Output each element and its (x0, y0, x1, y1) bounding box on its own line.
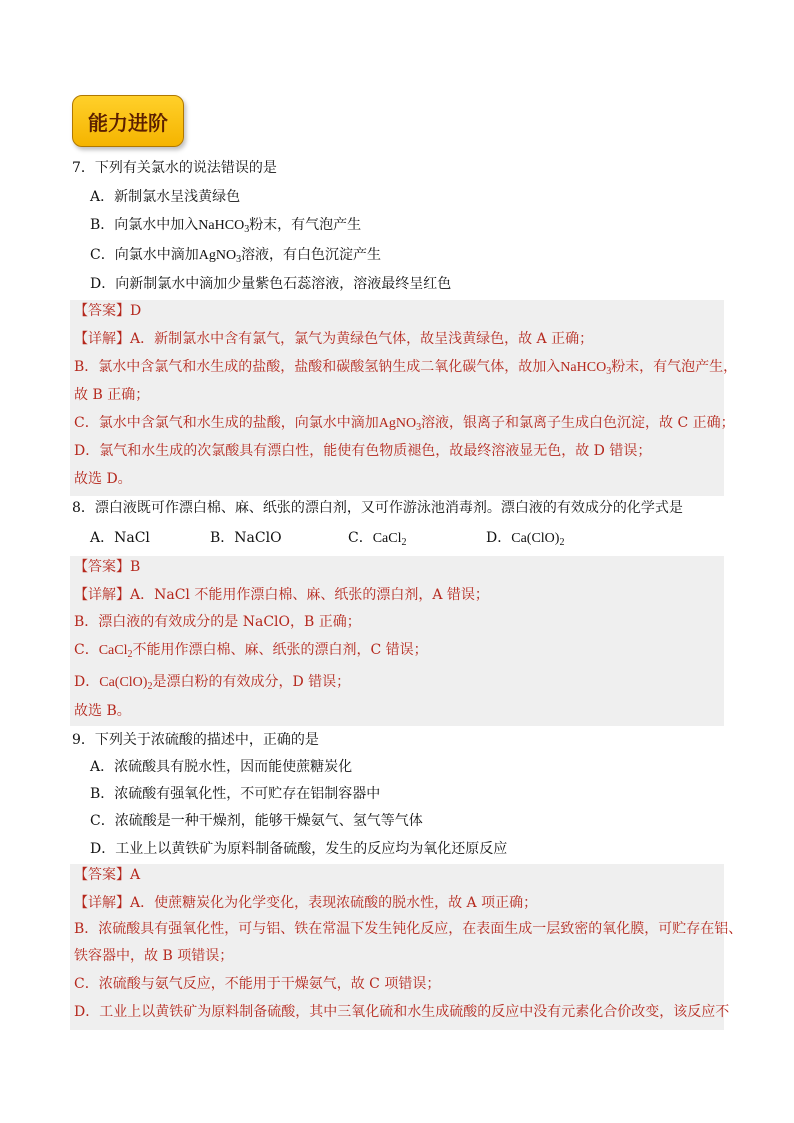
formula: AgNO$_3$ (198, 248, 242, 265)
q8-option-d: D．$Ca(ClO)_2$ (486, 530, 565, 548)
q7-detail-4: C．氯水中含氯气和水生成的盐酸，向氯水中滴加AgNO$_3$溶液，银离子和氯离子生成白色沉淀，故 C 正确； (74, 415, 735, 433)
q8-detail-3: C．CaCl$_2$不能用作漂白棉、麻、纸张的漂白剂，C 错误； (74, 642, 428, 660)
q8-detail-2: B．漂白液的有效成分的是 NaClO，B 正确； (74, 614, 361, 630)
q7-answer: 【答案】D (74, 303, 142, 319)
q8-option-b: B．NaClO (210, 530, 282, 546)
formula: NaHCO$_3$ (198, 218, 250, 235)
q9-option-c: C．浓硫酸是一种干燥剂，能够干燥氨气、氢气等气体 (90, 813, 423, 829)
q8-detail-5: 故选 B。 (74, 703, 131, 719)
q8-option-a: A．NaCl (90, 530, 150, 546)
q8-detail-1: 【详解】A．NaCl 不能用作漂白棉、麻、纸张的漂白剂，A 错误； (74, 587, 489, 603)
q7-option-a: A．新制氯水呈浅黄绿色 (90, 189, 241, 205)
question-7-stem: 7．下列有关氯水的说法错误的是 (72, 160, 277, 176)
q9-detail-2: B．浓硫酸具有强氧化性，可与铝、铁在常温下发生钝化反应，在表面生成一层致密的氧化膜，可贮存在铝、 (74, 921, 743, 937)
q7-option-d: D．向新制氯水中滴加少量紫色石蕊溶液，溶液最终呈红色 (90, 276, 452, 292)
formula: $Ca(ClO)_2$ (99, 675, 153, 692)
q7-answer-block (70, 300, 738, 496)
q7-detail-3: 故 B 正确； (74, 387, 150, 403)
q8-answer: 【答案】B (74, 559, 141, 575)
q9-detail-5: D．工业上以黄铁矿为原料制备硫酸，其中三氧化硫和水生成硫酸的反应中没有元素化合价改变，该反应不 (74, 1004, 730, 1020)
q8-option-c: C．CaCl$_2$ (348, 530, 407, 548)
section-badge: 能力进阶 (72, 95, 184, 147)
formula: CaCl$_2$ (372, 531, 407, 548)
q9-option-b: B．浓硫酸有强氧化性，不可贮存在铝制容器中 (90, 786, 381, 802)
q8-detail-4: D．$Ca(ClO)_2$是漂白粉的有效成分，D 错误； (74, 674, 351, 692)
formula: NaHCO$_3$ (560, 360, 612, 377)
q7-option-c: C．向氯水中滴加AgNO$_3$溶液，有白色沉淀产生 (90, 247, 382, 265)
q7-option-b: B．向氯水中加入NaHCO$_3$粉末，有气泡产生 (90, 217, 362, 235)
q7-detail-5: D．氯气和水生成的次氯酸具有漂白性，能使有色物质褪色，故最终溶液显无色，故 D 错误； (74, 443, 652, 459)
q9-answer: 【答案】A (74, 867, 141, 883)
formula: CaCl$_2$ (98, 643, 133, 660)
q9-option-d: D．工业上以黄铁矿为原料制备硫酸，发生的反应均为氧化还原反应 (90, 841, 508, 857)
q7-detail-1: 【详解】A．新制氯水中含有氯气，氯气为黄绿色气体，故呈浅黄绿色，故 A 正确； (74, 331, 594, 347)
q7-detail-6: 故选 D。 (74, 471, 132, 487)
q9-option-a: A．浓硫酸具有脱水性，因而能使蔗糖炭化 (90, 759, 353, 775)
formula: AgNO$_3$ (378, 416, 422, 433)
question-9-stem: 9．下列关于浓硫酸的描述中，正确的是 (72, 732, 319, 748)
q9-detail-4: C．浓硫酸与氨气反应，不能用于干燥氨气，故 C 项错误； (74, 976, 441, 992)
q8-answer-block (70, 556, 724, 726)
q7-detail-2: B．氯水中含氯气和水生成的盐酸，盐酸和碳酸氢钠生成二氧化碳气体，故加入NaHCO$_3$粉末，有气泡产生， (74, 359, 738, 377)
q9-detail-1: 【详解】A．使蔗糖炭化为化学变化，表现浓硫酸的脱水性，故 A 项正确； (74, 895, 538, 911)
q9-detail-3: 铁容器中，故 B 项错误； (74, 948, 234, 964)
question-8-stem: 8．漂白液既可作漂白棉、麻、纸张的漂白剂，又可作游泳池消毒剂。漂白液的有效成分的化学式是 (72, 500, 683, 516)
q9-answer-block (70, 864, 743, 1030)
formula: $Ca(ClO)_2$ (511, 531, 565, 548)
